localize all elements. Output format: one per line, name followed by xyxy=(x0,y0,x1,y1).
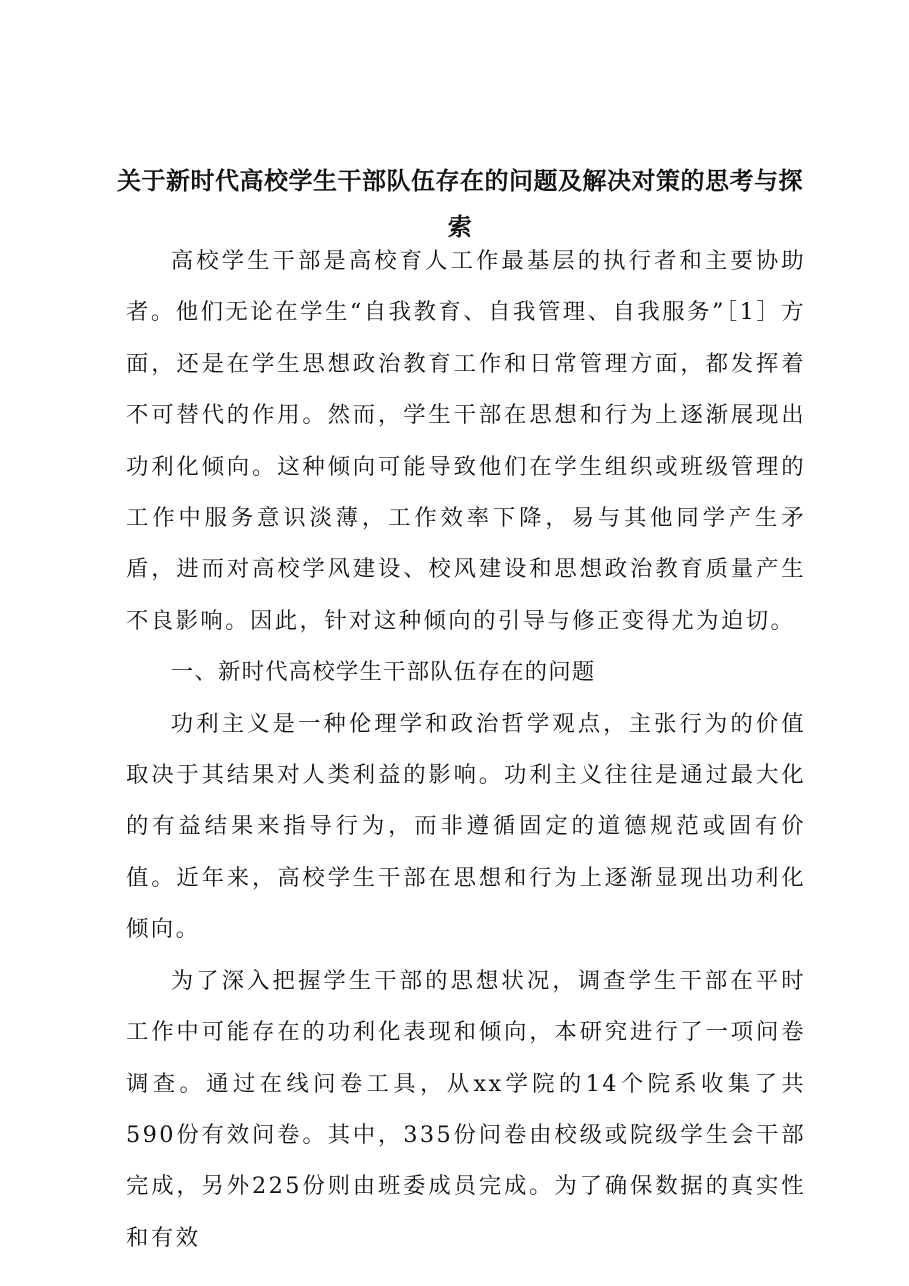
document-body xyxy=(126,236,806,1264)
document-title: 关于新时代高校学生干部队伍存在的问题及解决对策的思考与探索 xyxy=(117,167,803,241)
section-paragraph: 功利主义是一种伦理学和政治哲学观点，主张行为的价值取决于其结果对人类利益的影响。功利主义往往是通过最大化的有益结果来指导行为，而非遵循固定的道德规范或固有价值。近年来，高校学生干部在思想和行为上逐渐显现出功利化倾向。 xyxy=(126,710,806,943)
section-paragraph: 为了深入把握学生干部的思想状况，调查学生干部在平时工作中可能存在的功利化表现和倾向，本研究进行了一项问卷调查。通过在线问卷工具，从xx学院的14个院系收集了共590份有效问卷。其中，335份问卷由校级或院级学生会干部完成，另外225份则由班委成员完成。为了确保数据的真实性和有效 xyxy=(126,967,806,1251)
section-heading: 一、新时代高校学生干部队伍存在的问题 xyxy=(170,659,596,686)
intro-paragraph: 高校学生干部是高校育人工作最基层的执行者和主要协助者。他们无论在学生“自我教育、自我管理、自我服务”［1］方面，还是在学生思想政治教育工作和日常管理方面，都发挥着不可替代的作用。然而，学生干部在思想和行为上逐渐展现出功利化倾向。这种倾向可能导致他们在学生组织或班级管理的工作中服务意识淡薄，工作效率下降，易与其他同学产生矛盾，进而对高校学风建设、校风建设和思想政治教育质量产生不良影响。因此，针对这种倾向的引导与修正变得尤为迫切。 xyxy=(126,248,806,634)
